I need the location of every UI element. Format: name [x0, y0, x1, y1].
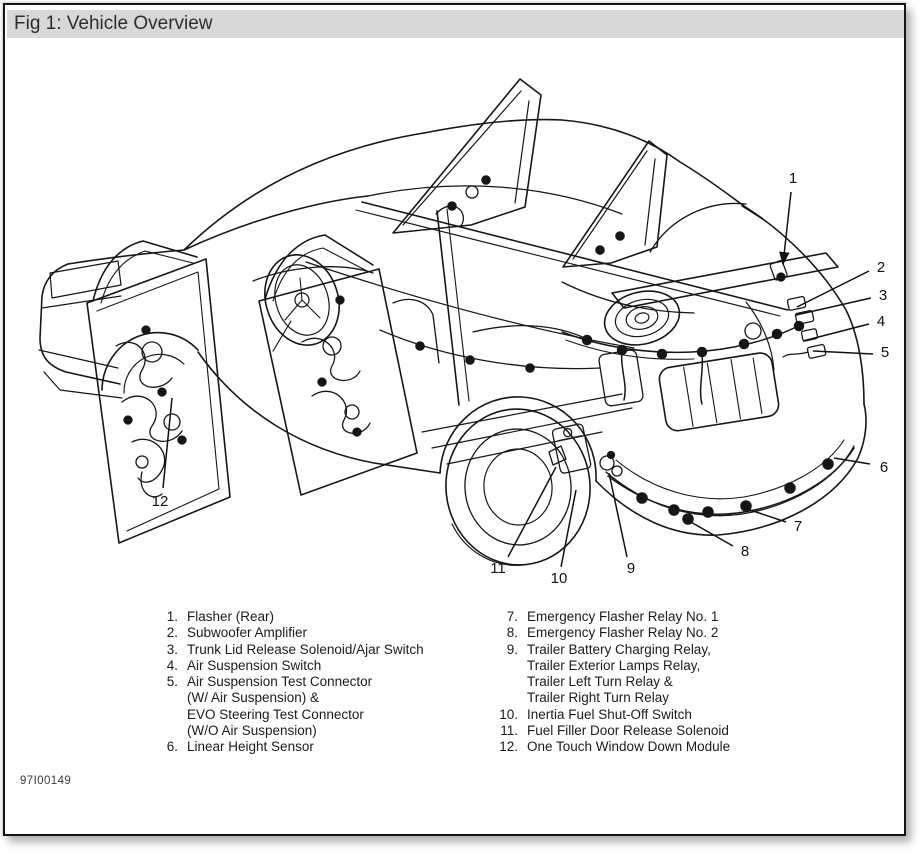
- callout-3-label: 3: [878, 287, 888, 304]
- legend-item: [152, 674, 482, 690]
- legend-item-number: 3.: [166, 641, 178, 657]
- far-rear-door-raised: [563, 141, 667, 267]
- legend-item-text: (W/ Air Suspension) &: [187, 690, 320, 706]
- legend-item-text: Emergency Flasher Relay No. 2: [527, 625, 719, 641]
- legend-item: [152, 625, 482, 641]
- figure-title-bar: [7, 10, 904, 38]
- callout-10-label: 10: [550, 570, 568, 587]
- legend-item-number: 8.: [506, 625, 518, 641]
- legend-item: [152, 658, 482, 674]
- legend-item-number: 1.: [166, 609, 178, 624]
- fuel-tank: [658, 351, 781, 432]
- legend-item-number: 12.: [499, 739, 518, 754]
- legend-item-text: Trunk Lid Release Solenoid/Ajar Switch: [187, 641, 424, 657]
- callout-11: [490, 467, 556, 577]
- callout-1: [783, 170, 797, 264]
- legend-item-number: 10.: [499, 706, 518, 722]
- legend-item-text: Inertia Fuel Shut-Off Switch: [527, 706, 692, 722]
- legend-item-text: Flasher (Rear): [187, 609, 275, 624]
- callout-11-label: 11: [490, 560, 506, 577]
- callout-8: [689, 521, 749, 560]
- legend-item-number: 6.: [166, 739, 178, 754]
- legend-item: [152, 609, 482, 625]
- callout-4-label: 4: [876, 313, 886, 330]
- callout-5-label: 5: [880, 344, 890, 361]
- far-front-door-raised: [393, 79, 541, 233]
- legend-item: [492, 739, 822, 755]
- legend-item: [492, 723, 822, 739]
- legend-item: [492, 609, 822, 625]
- legend-item: [492, 707, 822, 723]
- legend-item: [152, 739, 482, 755]
- legend-item-text: Trailer Left Turn Relay &: [527, 674, 673, 689]
- legend-item-line: [492, 690, 822, 706]
- legend-item: [152, 642, 482, 658]
- legend-item-number: 11.: [500, 722, 518, 738]
- callout-8-label: 8: [740, 543, 750, 560]
- callout-2-label: 2: [876, 259, 886, 276]
- callout-9: [609, 473, 635, 577]
- legend-item-line: [152, 723, 482, 739]
- legend-item-text: Emergency Flasher Relay No. 1: [527, 609, 719, 624]
- legend-item-line: [152, 707, 482, 723]
- callout-6: [834, 458, 888, 476]
- trunk-harness: [562, 322, 804, 405]
- legend-item-text: Linear Height Sensor: [187, 739, 314, 754]
- callout-12-label: 12: [151, 493, 169, 510]
- legend-item-number: 7.: [506, 609, 518, 624]
- callout-7-label: 7: [793, 518, 803, 535]
- legend-item-text: Subwoofer Amplifier: [187, 625, 308, 641]
- legend-item-text: Trailer Battery Charging Relay,: [527, 641, 711, 657]
- legend-item-text: Trailer Exterior Lamps Relay,: [527, 657, 701, 673]
- legend-item-number: 9.: [506, 641, 518, 657]
- callout-6-label: 6: [879, 459, 889, 476]
- vehicle-diagram: [0, 40, 919, 606]
- legend-item: [492, 642, 822, 658]
- legend-left-column: [152, 609, 482, 755]
- rear-door-wiring: [302, 296, 370, 436]
- legend-item-text: Air Suspension Switch: [187, 657, 322, 673]
- figure-title: Fig 1: Vehicle Overview: [14, 13, 213, 34]
- rear-door-open: [259, 235, 417, 495]
- legend-item-number: 5.: [166, 674, 178, 689]
- legend-item: [492, 625, 822, 641]
- legend-item-text: Fuel Filler Door Release Solenoid: [527, 722, 729, 738]
- callout-9-label: 9: [626, 560, 636, 577]
- legend-item-text: Trailer Right Turn Relay: [527, 690, 670, 706]
- legend-item-text: EVO Steering Test Connector: [187, 706, 364, 722]
- legend-item-line: [152, 690, 482, 706]
- callout-1-label: 1: [788, 170, 798, 187]
- fuel-filler: [745, 323, 761, 339]
- legend-item-text: (W/O Air Suspension): [187, 722, 317, 738]
- trunk-components: [549, 260, 854, 524]
- front-door-wiring: [116, 326, 186, 497]
- wheels: [102, 333, 598, 573]
- legend-item-number: 4.: [166, 657, 178, 673]
- legend-item-text: Air Suspension Test Connector: [187, 674, 373, 689]
- car-body: [39, 120, 866, 536]
- callout-4: [803, 313, 885, 341]
- legend-item-number: 2.: [166, 625, 178, 641]
- legend-right-column: [492, 609, 822, 755]
- figure-code: 97I00149: [20, 775, 72, 787]
- legend-item-line: [492, 674, 822, 690]
- inertia-switch: [549, 423, 591, 473]
- legend-item-line: [492, 658, 822, 674]
- legend-item-text: One Touch Window Down Module: [527, 739, 731, 754]
- trailer-relay-connectors: [600, 452, 622, 477]
- callout-2: [797, 259, 888, 307]
